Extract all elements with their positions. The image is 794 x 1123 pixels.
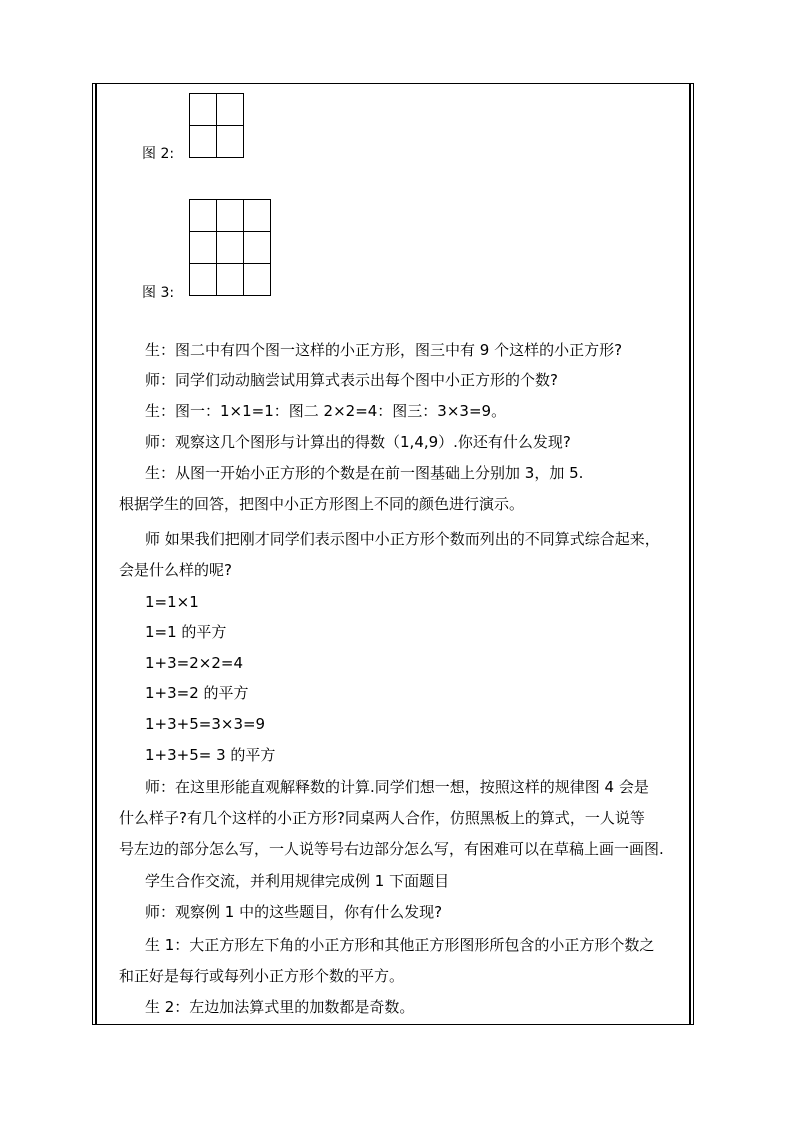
paragraph: 生 1：大正方形左下角的小正方形和其他正方形图形所包含的小正方形个数之 <box>145 936 655 954</box>
paragraph: 根据学生的回答，把图中小正方形图上不同的颜色进行演示。 <box>119 495 525 513</box>
figure-2-grid <box>189 93 244 158</box>
paragraph: 号左边的部分怎么写，一人说等号右边部分怎么写，有困难可以在草稿上画一画图. <box>119 840 664 858</box>
figure-2-label: 图 2: <box>142 146 175 162</box>
grid-cell <box>190 126 217 158</box>
paragraph: 学生合作交流，并利用规律完成例 1 下面题目 <box>145 872 450 890</box>
table-border-left-inner <box>95 83 97 1024</box>
paragraph: 师 如果我们把刚才同学们表示图中小正方形个数而列出的不同算式综合起来， <box>145 530 660 548</box>
paragraph: 师：在这里形能直观解释数的计算.同学们想一想，按照这样的规律图 4 会是 <box>145 778 649 796</box>
formula-line: 1+3=2 的平方 <box>145 684 249 702</box>
paragraph: 生 2：左边加法算式里的加数都是奇数。 <box>145 998 415 1016</box>
paragraph: 师：观察这几个图形与计算出的得数（1,4,9）.你还有什么发现? <box>145 433 571 451</box>
table-border-left-outer <box>92 83 93 1024</box>
formula-line: 1=1×1 <box>145 593 199 611</box>
formula-line: 1+3+5=3×3=9 <box>145 715 266 733</box>
grid-cell <box>217 94 244 126</box>
grid-cell <box>190 94 217 126</box>
paragraph: 生：从图一开始小正方形的个数是在前一图基础上分别加 3，加 5. <box>145 464 584 482</box>
formula-line: 1+3+5= 3 的平方 <box>145 746 276 764</box>
paragraph: 生：图一：1×1=1：图二 2×2=4：图三：3×3=9。 <box>145 402 507 420</box>
grid-cell <box>217 232 244 264</box>
paragraph: 会是什么样的呢? <box>119 561 232 579</box>
grid-cell <box>190 200 217 232</box>
grid-cell <box>190 264 217 296</box>
paragraph: 师：同学们动动脑尝试用算式表示出每个图中小正方形的个数? <box>145 371 558 389</box>
grid-cell <box>217 126 244 158</box>
paragraph: 和正好是每行或每列小正方形个数的平方。 <box>119 967 405 985</box>
grid-cell <box>244 264 271 296</box>
grid-cell <box>244 200 271 232</box>
grid-cell <box>244 232 271 264</box>
grid-cell <box>217 264 244 296</box>
grid-cell <box>190 232 217 264</box>
formula-line: 1=1 的平方 <box>145 623 227 641</box>
grid-cell <box>217 200 244 232</box>
formula-line: 1+3=2×2=4 <box>145 654 243 672</box>
figure-3-label: 图 3: <box>142 285 175 301</box>
paragraph: 师：观察例 1 中的这些题目，你有什么发现? <box>145 903 443 921</box>
paragraph: 生：图二中有四个图一这样的小正方形，图三中有 9 个这样的小正方形? <box>145 341 623 359</box>
paragraph: 什么样子?有几个这样的小正方形?同桌两人合作，仿照黑板上的算式，一人说等 <box>119 809 645 827</box>
figure-3-grid <box>189 199 271 296</box>
